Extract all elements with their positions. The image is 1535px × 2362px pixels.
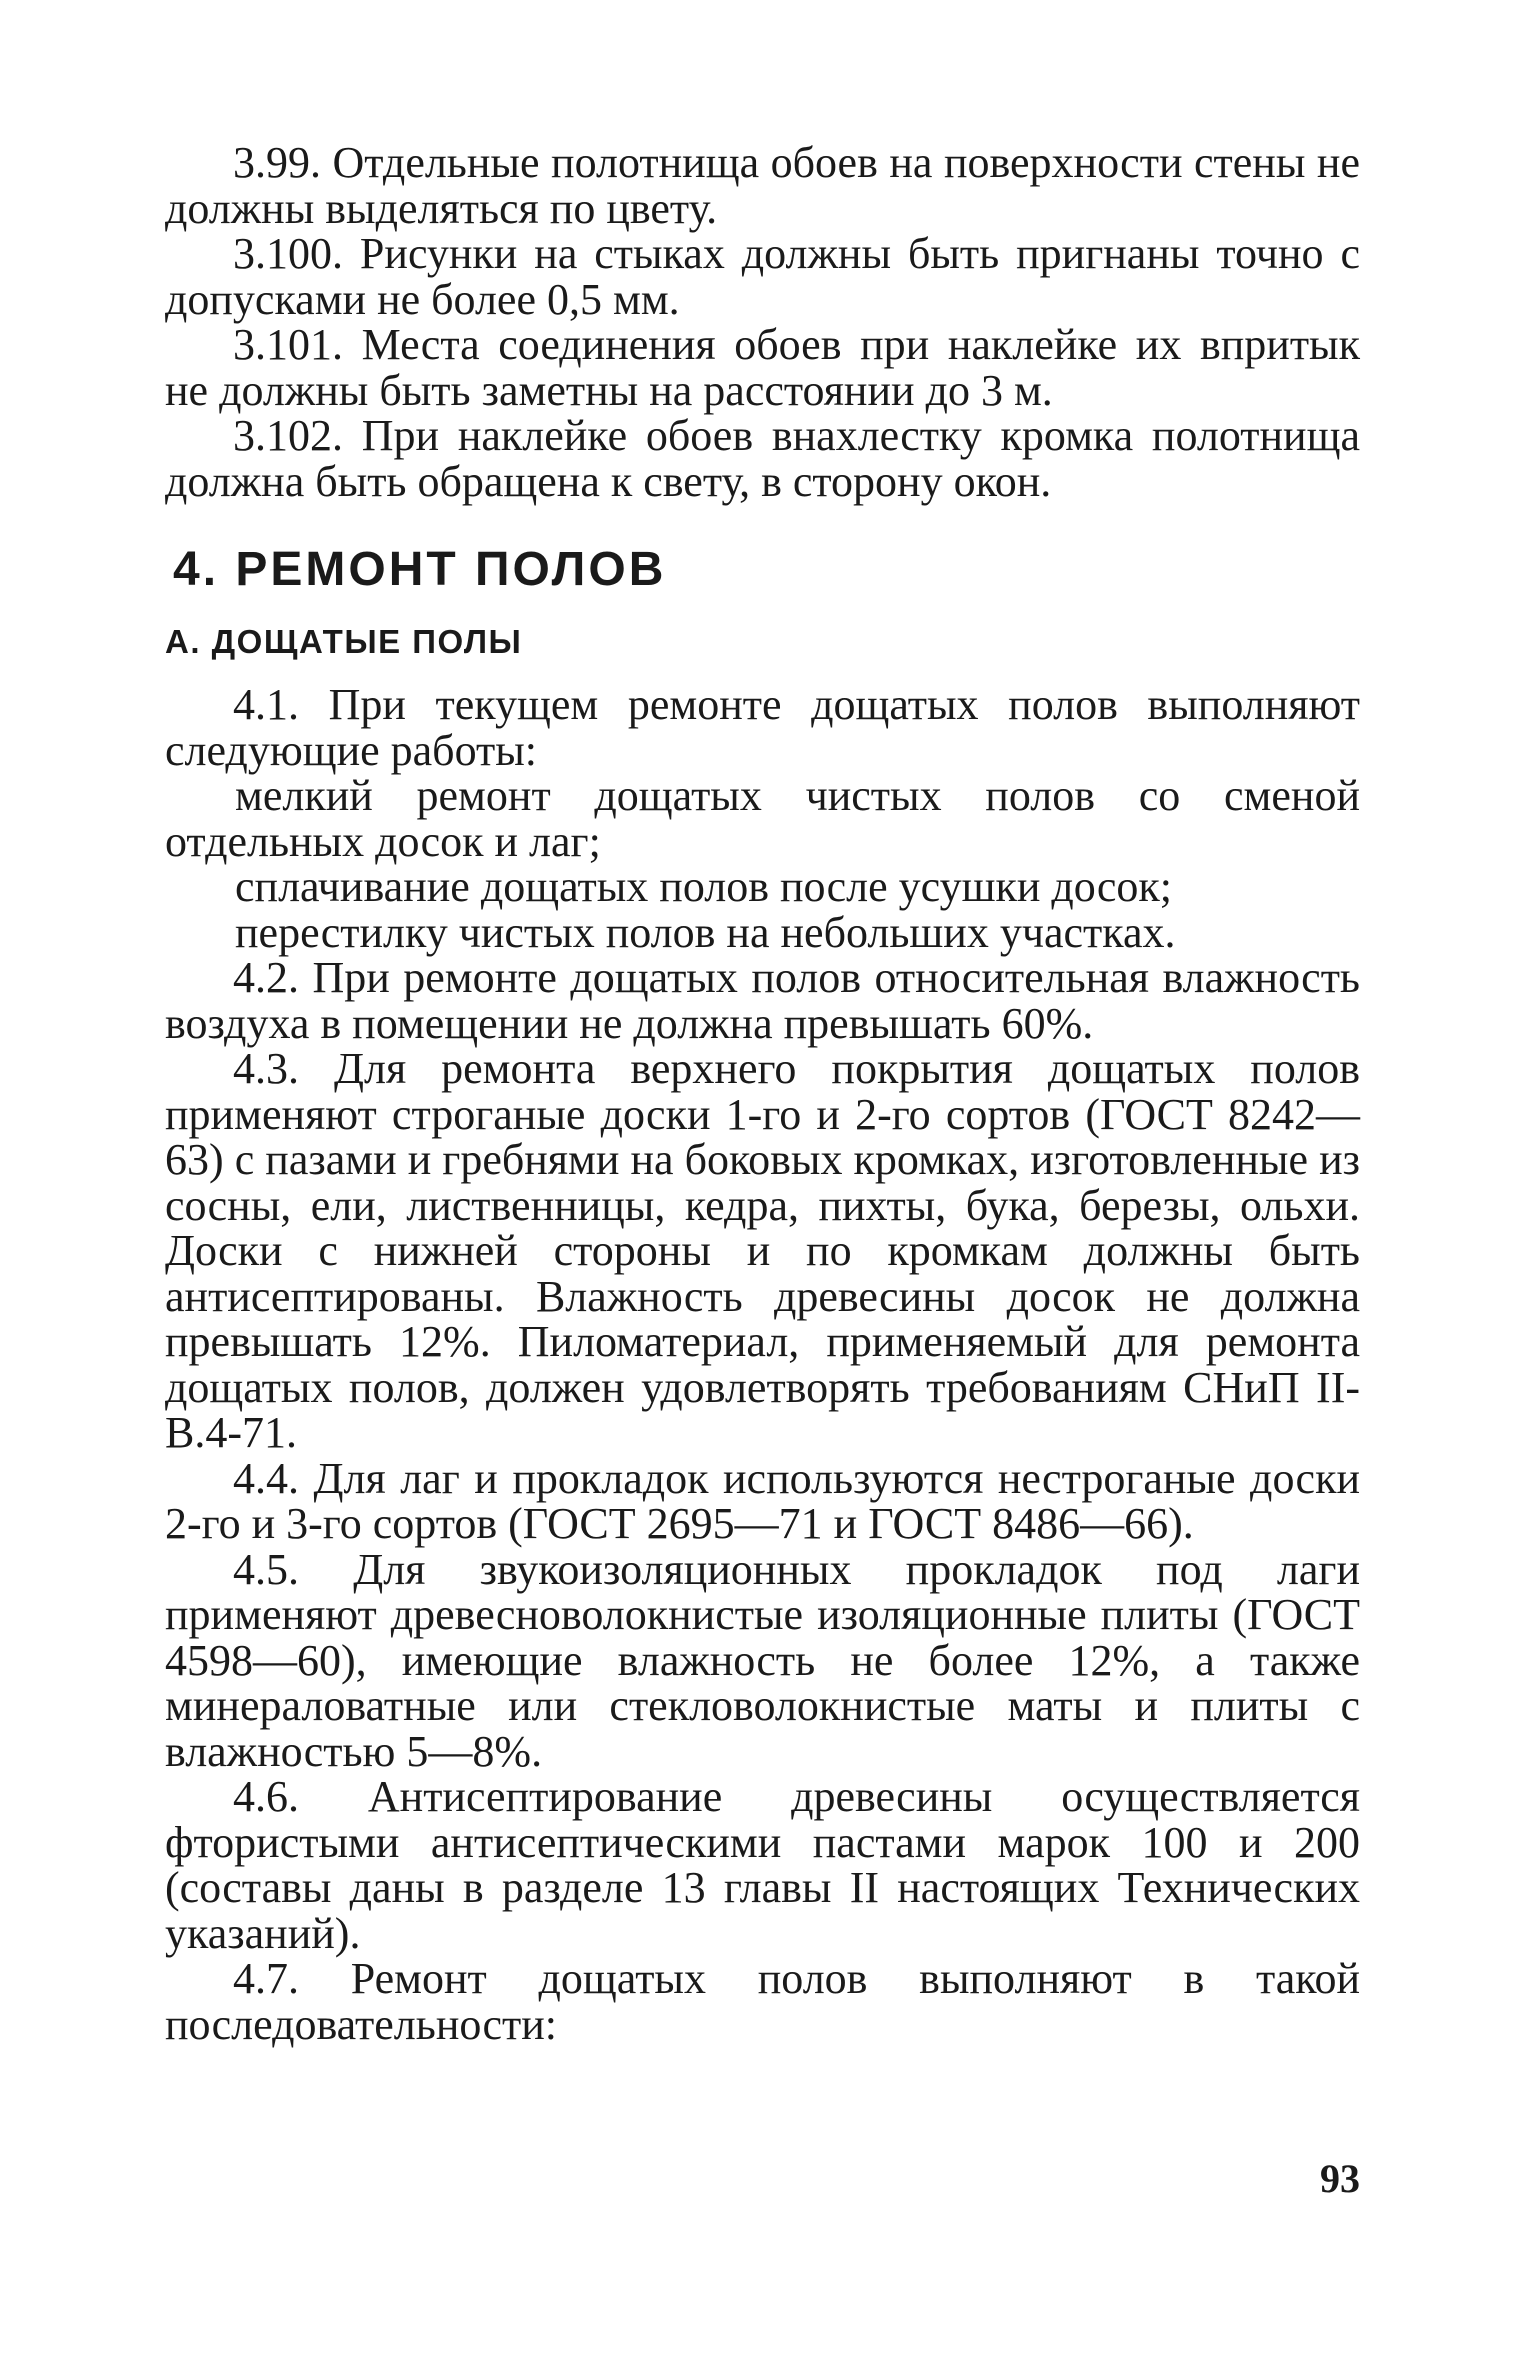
paragraph-4-2: 4.2. При ремонте дощатых полов относительная влажность воздуха в помещении не должна превышать 60%. xyxy=(165,953,1360,1048)
paragraph-3-100: 3.100. Рисунки на стыках должны быть пригнаны точно с допусками не более 0,5 мм. xyxy=(165,229,1360,324)
paragraph-4-6: 4.6. Антисептирование древесины осуществляется фтористыми антисептическими пастами марок 100 и 200 (составы даны в разделе 13 главы II настоящих Технических указаний). xyxy=(165,1772,1360,1958)
list-item: мелкий ремонт дощатых чистых полов со сменой отдельных досок и лаг; xyxy=(165,771,1360,866)
paragraph-4-7: 4.7. Ремонт дощатых полов выполняют в такой последовательности: xyxy=(165,1954,1360,2049)
paragraph-4-4: 4.4. Для лаг и прокладок используются нестроганые доски 2-го и 3-го сортов (ГОСТ 2695—71 и ГОСТ 8486—66). xyxy=(165,1453,1360,1548)
paragraph-3-101: 3.101. Места соединения обоев при наклейке их впритык не должны быть заметны на расстоянии до 3 м. xyxy=(165,320,1360,415)
paragraph-3-99: 3.99. Отдельные полотнища обоев на поверхности стены не должны выделяться по цвету. xyxy=(165,138,1360,233)
paragraph-3-102: 3.102. При наклейке обоев внахлестку кромка полотнища должна быть обращена к свету, в сторону окон. xyxy=(165,411,1360,506)
list-item: сплачивание дощатых полов после усушки досок; xyxy=(235,862,1172,911)
list-item: перестилку чистых полов на небольших участках. xyxy=(235,907,1176,957)
page-body xyxy=(165,140,1360,2047)
paragraph-4-1: 4.1. При текущем ремонте дощатых полов выполняют следующие работы: xyxy=(165,680,1360,775)
section-title: 4. РЕМОНТ ПОЛОВ xyxy=(173,543,667,596)
subsection-title: А. ДОЩАТЫЕ ПОЛЫ xyxy=(165,623,523,660)
paragraph-4-5: 4.5. Для звукоизоляционных прокладок под лаги применяют древесноволокнистые изоляционные плиты (ГОСТ 4598—60), имеющие влажность не более 12%, а также минераловатные или стекловолокнистые маты и плиты с влажностью 5—8%. xyxy=(165,1544,1360,1776)
paragraph-4-3: 4.3. Для ремонта верхнего покрытия дощатых полов применяют строганые доски 1-го и 2-го сортов (ГОСТ 8242—63) с пазами и гребнями на боковых кромках, изготовленные из сосны, ели, лиственницы, кедра, пихты, бука, березы, ольхи. Доски с нижней стороны и по кромкам должны быть антисептированы. Влажность древесины досок не должна превышать 12%. Пиломатериал, применяемый для ремонта дощатых полов, должен удовлетворять требованиям СНиП II-В.4-71. xyxy=(165,1044,1360,1457)
page-number: 93 xyxy=(1320,2156,1360,2201)
